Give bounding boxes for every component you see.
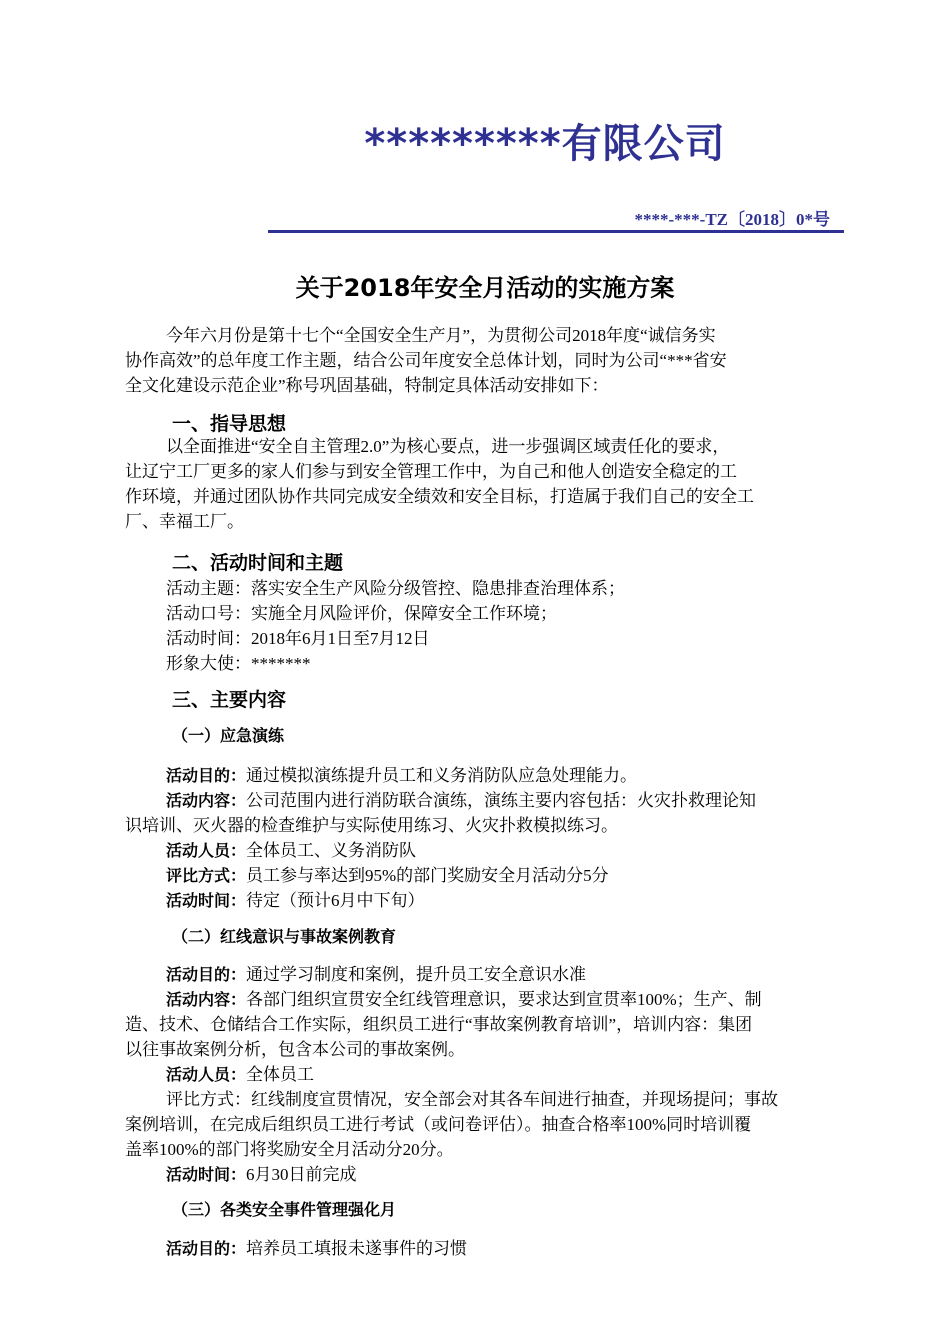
- sub-2-eval-2: 案例培训，在完成后组织员工进行考试（或问卷评估）。抽查合格率100%同时培训覆: [125, 1115, 752, 1134]
- header-divider: [268, 230, 844, 233]
- label: 活动目的：: [166, 965, 247, 984]
- ambassador: 形象大使：*******: [166, 654, 311, 673]
- value: 通过模拟演练提升员工和义务消防队应急处理能力。: [246, 766, 638, 785]
- sub-2-time: [166, 1160, 357, 1185]
- sub-1-heading: （一）应急演练: [172, 726, 285, 745]
- intro-line-3: 全文化建设示范企业”称号巩固基础，特制定具体活动安排如下：: [125, 376, 609, 395]
- sub-2-eval-3: 盖率100%的部门将奖励安全月活动分20分。: [125, 1140, 454, 1159]
- label: 活动内容：: [166, 791, 247, 810]
- document-number: ****-***-TZ〔2018〕0*号: [634, 210, 830, 229]
- sub-1-content-2: 识培训、灭火器的检查维护与实际使用练习、火灾扑救模拟练习。: [125, 816, 618, 835]
- section-3-heading: 三、主要内容: [172, 689, 287, 711]
- label: 活动内容：: [166, 990, 247, 1009]
- sub-3-purpose: [166, 1234, 467, 1259]
- section-1-paragraph: [125, 434, 830, 534]
- label: 活动人员：: [166, 1065, 247, 1084]
- section-1-heading: 一、指导思想: [172, 413, 287, 435]
- value: 待定（预计6月中下旬）: [246, 891, 425, 910]
- sub-1-purpose: [166, 761, 637, 786]
- sub-2-content-2: 造、技术、仓储结合工作实际，组织员工进行“事故案例教育培训”，培训内容：集团: [125, 1015, 753, 1034]
- sub-1-eval: [166, 861, 609, 886]
- section-1-line-3: 作环境，并通过团队协作共同完成安全绩效和安全目标，打造属于我们自己的安全工: [125, 487, 754, 506]
- value: 6月30日前完成: [246, 1165, 357, 1184]
- intro-line-2: 协作高效”的总年度工作主题，结合公司年度安全总体计划，同时为公司“***省安: [125, 351, 727, 370]
- label: 评比方式：: [166, 866, 247, 885]
- intro-line-1: 今年六月份是第十七个“全国安全生产月”，为贯彻公司2018年度“诚信务实: [166, 326, 716, 345]
- sub-2-content-1: [166, 985, 762, 1010]
- value: 公司范围内进行消防联合演练，演练主要内容包括：火灾扑救理论知: [246, 791, 757, 810]
- sub-3-heading: （三）各类安全事件管理强化月: [172, 1200, 397, 1219]
- label: 活动目的：: [166, 1239, 247, 1258]
- sub-2-content-3: 以往事故案例分析，包含本公司的事故案例。: [125, 1040, 465, 1059]
- activity-time: 活动时间：2018年6月1日至7月12日: [166, 629, 430, 648]
- label: 活动人员：: [166, 841, 247, 860]
- section-1-line-4: 厂、幸福工厂。: [125, 512, 244, 531]
- company-name: *********有限公司: [364, 121, 726, 167]
- value: 培养员工填报未遂事件的习惯: [246, 1239, 468, 1258]
- section-1-line-1: 以全面推进“安全自主管理2.0”为核心要点，进一步强调区域责任化的要求，: [166, 437, 730, 456]
- document-title: 关于2018年安全月活动的实施方案: [295, 274, 675, 302]
- sub-1-people: [166, 836, 416, 861]
- section-1-line-2: 让辽宁工厂更多的家人们参与到安全管理工作中，为自己和他人创造安全稳定的工: [125, 462, 737, 481]
- label: 活动时间：: [166, 891, 247, 910]
- sub-2-purpose: [166, 960, 586, 985]
- activity-theme: 活动主题：落实安全生产风险分级管控、隐患排查治理体系；: [166, 579, 625, 598]
- activity-slogan: 活动口号：实施全月风险评价，保障安全工作环境；: [166, 604, 557, 623]
- sub-1-content-1: [166, 786, 756, 811]
- intro-paragraph: [125, 323, 830, 398]
- value: 通过学习制度和案例，提升员工安全意识水准: [246, 965, 587, 984]
- value: 各部门组织宣贯安全红线管理意识，要求达到宣贯率100%；生产、制: [246, 990, 762, 1009]
- sub-2-people: [166, 1060, 314, 1085]
- value: 全体员工、义务消防队: [246, 841, 417, 860]
- label: 活动时间：: [166, 1165, 247, 1184]
- sub-2-heading: （二）红线意识与事故案例教育: [172, 927, 397, 946]
- section-2-heading: 二、活动时间和主题: [172, 552, 344, 574]
- sub-1-time: [166, 886, 425, 911]
- label: 活动目的：: [166, 766, 247, 785]
- value: 员工参与率达到95%的部门奖励安全月活动分5分: [246, 866, 609, 885]
- sub-2-eval-1: 评比方式：红线制度宣贯情况，安全部会对其各车间进行抽查，并现场提问；事故: [166, 1090, 778, 1109]
- value: 全体员工: [246, 1065, 315, 1084]
